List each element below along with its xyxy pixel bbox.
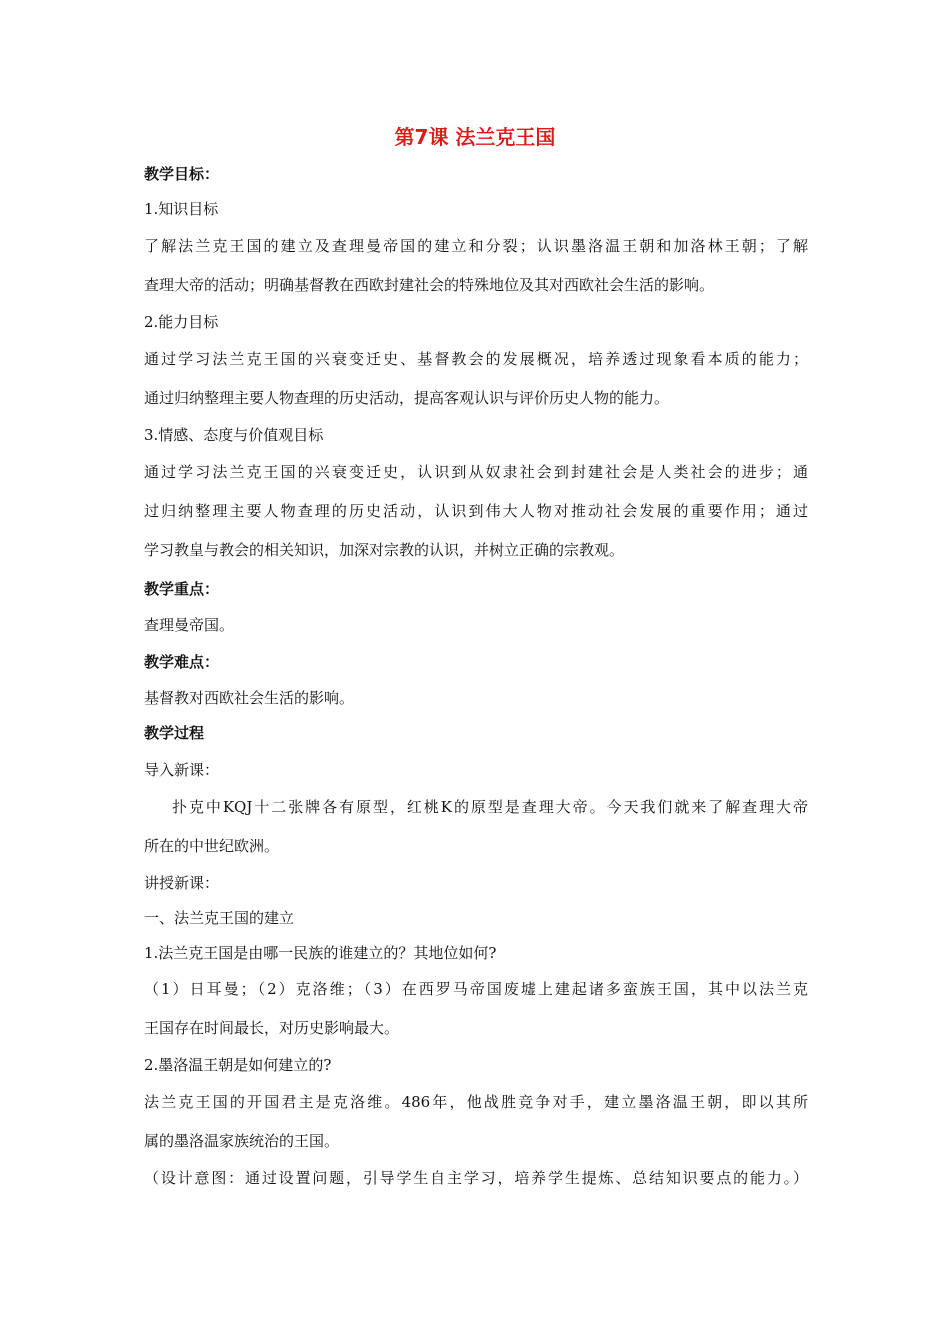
section-heading-teaching-goals: 教学目标： [144,165,220,183]
paragraph-line: 学习教皇与教会的相关知识，加深对宗教的认识，并树立正确的宗教观。 [144,541,625,559]
question-line: 1.法兰克王国是由哪一民族的谁建立的？其地位如何? [144,944,497,962]
paragraph-line: 过归纳整理主要人物查理的历史活动，认识到伟大人物对推动社会发展的重要作用；通过 [144,502,808,520]
lesson-title: 第7课 法兰克王国 [394,125,556,149]
paragraph-line: 王国存在时间最长，对历史影响最大。 [144,1019,400,1037]
paragraph-line: 法兰克王国的开国君主是克洛维。486年，他战胜竞争对手，建立墨洛温王朝，即以其所 [144,1093,808,1111]
paragraph-line: （1）日耳曼；（2）克洛维；（3）在西罗马帝国废墟上建起诸多蛮族王国，其中以法兰克 [144,980,808,998]
subheading-knowledge-goal: 1.知识目标 [144,200,219,218]
paragraph-line: 查理曼帝国。 [144,616,235,634]
paragraph-line: 基督教对西欧社会生活的影响。 [144,689,355,707]
question-line: 2.墨洛温王朝是如何建立的? [144,1056,332,1074]
paragraph-line: 通过学习法兰克王国的兴衰变迁史、基督教会的发展概况，培养透过现象看本质的能力； [144,350,808,368]
subheading-ability-goal: 2.能力目标 [144,313,219,331]
design-intent-note: （设计意图：通过设置问题，引导学生自主学习，培养学生提炼、总结知识要点的能力。） [144,1169,808,1187]
subheading-new-lesson: 讲授新课： [144,874,220,892]
paragraph-line: 了解法兰克王国的建立及查理曼帝国的建立和分裂；认识墨洛温王朝和加洛林王朝；了解 [144,237,808,255]
paragraph-line: 扑克中KQJ十二张牌各有原型，红桃K的原型是查理大帝。今天我们就来了解查理大帝 [172,798,808,816]
subheading-introduction: 导入新课： [144,761,220,779]
section-heading-difficulties: 教学难点： [144,653,220,671]
subheading-emotion-goal: 3.情感、态度与价值观目标 [144,426,324,444]
paragraph-line: 属的墨洛温家族统治的王国。 [144,1132,340,1150]
section-heading-teaching-process: 教学过程 [144,724,205,742]
paragraph-line: 所在的中世纪欧洲。 [144,837,280,855]
subheading-part-one: 一、法兰克王国的建立 [144,909,295,927]
paragraph-line: 查理大帝的活动；明确基督教在西欧封建社会的特殊地位及其对西欧社会生活的影响。 [144,276,715,294]
paragraph-line: 通过归纳整理主要人物查理的历史活动，提高客观认识与评价历史人物的能力。 [144,389,670,407]
section-heading-key-points: 教学重点： [144,580,220,598]
paragraph-line: 通过学习法兰克王国的兴衰变迁史，认识到从奴隶社会到封建社会是人类社会的进步；通 [144,463,808,481]
